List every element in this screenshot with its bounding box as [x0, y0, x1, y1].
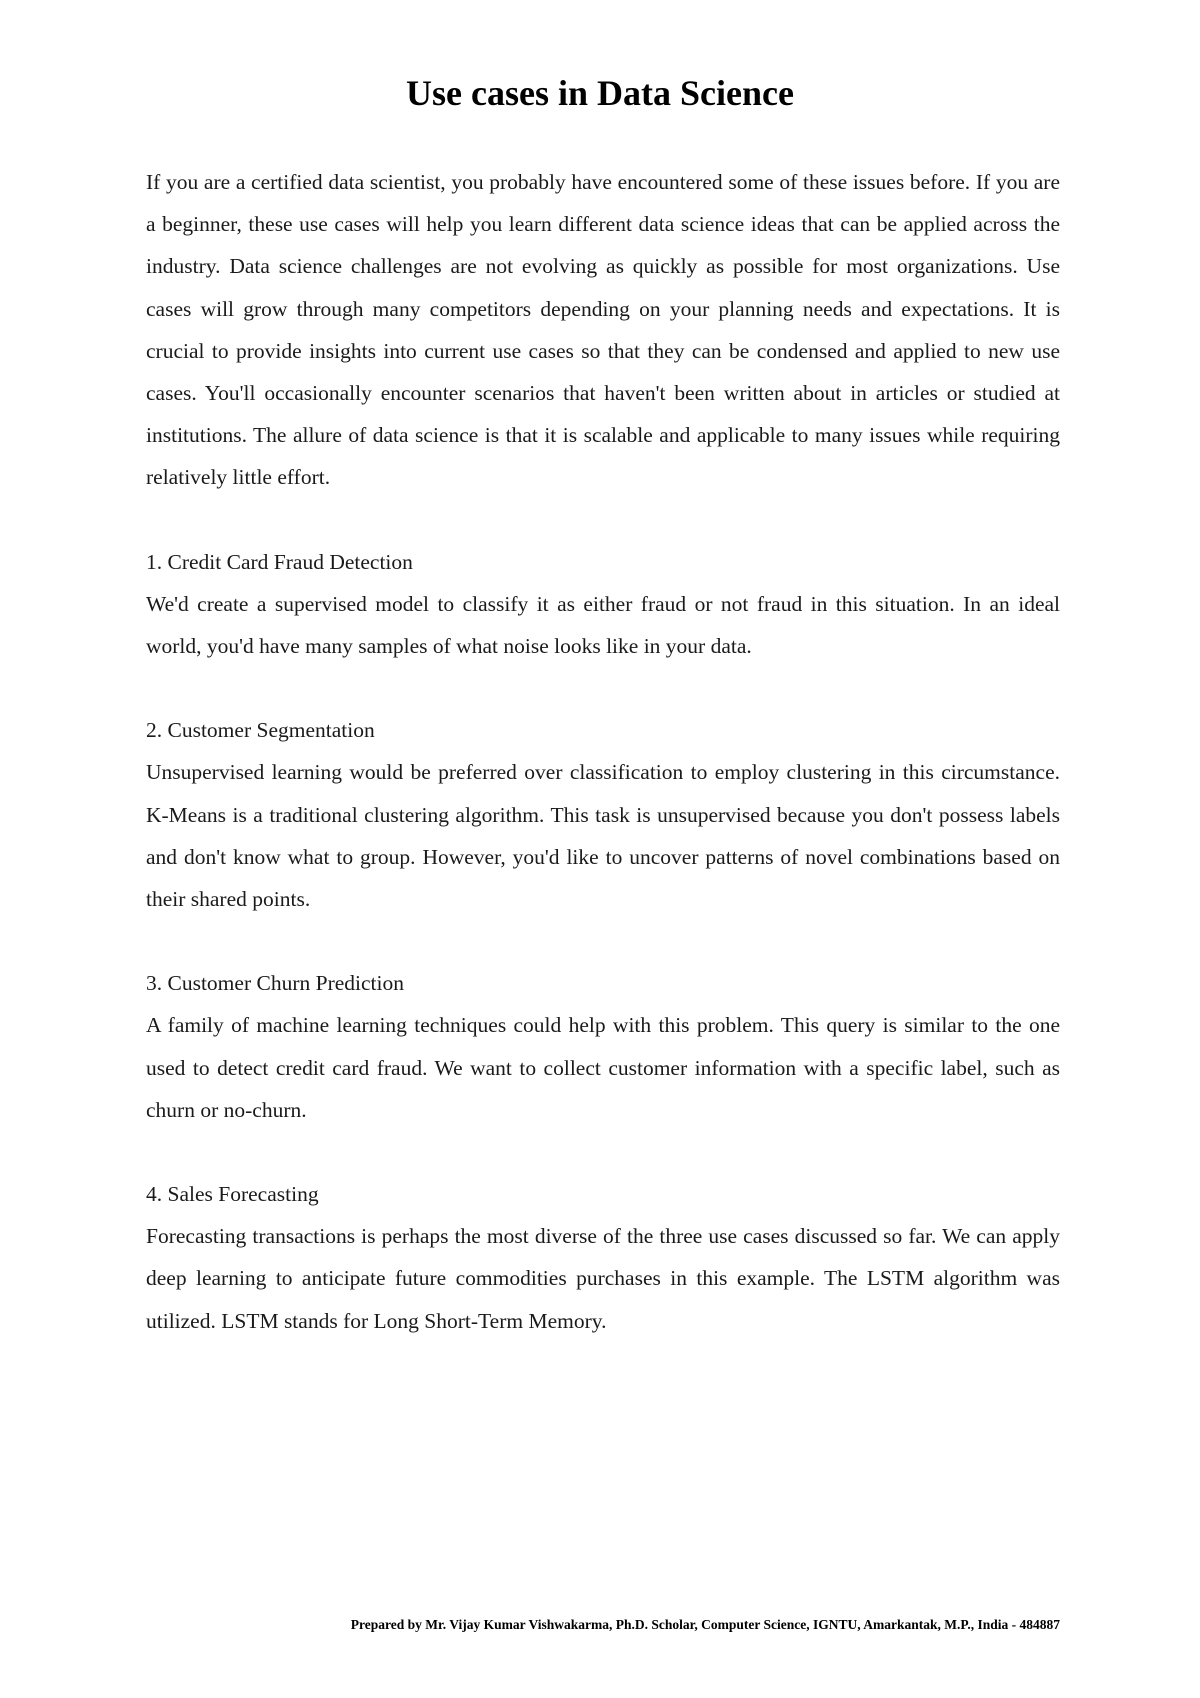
section-body: Unsupervised learning would be preferred over classification to employ clustering in this circumstance. K-Means is a traditional clustering algorithm. This task is unsupervised because you don't possess labels and don't know what to group. However, you'd like to uncover patterns of novel combinations based on their shared points.	[146, 760, 1060, 912]
section-heading: 4. Sales Forecasting	[146, 1182, 319, 1207]
section-sales-forecasting	[146, 1173, 1060, 1342]
intro-paragraph: If you are a certified data scientist, you probably have encountered some of these issues before. If you are a beginner, these use cases will help you learn different data science ideas that can be applied across the industry. Data science challenges are not evolving as quickly as possible for most organizations. Use cases will grow through many competitors depending on your planning needs and expectations. It is crucial to provide insights into current use cases so that they can be condensed and applied to new use cases. You'll occasionally encounter scenarios that haven't been written about in articles or studied at institutions. The allure of data science is that it is scalable and applicable to many issues while requiring relatively little effort.	[146, 170, 1060, 490]
section-body: Forecasting transactions is perhaps the most diverse of the three use cases discussed so far. We can apply deep learning to anticipate future commodities purchases in this example. The LSTM algorithm was utilized. LSTM stands for Long Short-Term Memory.	[146, 1224, 1060, 1333]
section-heading: 2. Customer Segmentation	[146, 718, 375, 743]
page-title: Use cases in Data Science	[406, 73, 794, 113]
section-body: A family of machine learning techniques could help with this problem. This query is similar to the one used to detect credit card fraud. We want to collect customer information with a specific label, such as churn or no-churn.	[146, 1013, 1060, 1122]
section-heading: 3. Customer Churn Prediction	[146, 971, 404, 996]
section-customer-churn	[146, 962, 1060, 1131]
section-heading: 1. Credit Card Fraud Detection	[146, 549, 413, 574]
page-footer: Prepared by Mr. Vijay Kumar Vishwakarma, Ph.D. Scholar, Computer Science, IGNTU, Amarkantak, M.P., India - 484887	[350, 1617, 1060, 1632]
document-body	[146, 161, 1060, 1342]
section-body: We'd create a supervised model to classify it as either fraud or not fraud in this situation. In an ideal world, you'd have many samples of what noise looks like in your data.	[146, 591, 1060, 659]
section-credit-card-fraud	[146, 541, 1060, 668]
section-customer-segmentation	[146, 709, 1060, 920]
